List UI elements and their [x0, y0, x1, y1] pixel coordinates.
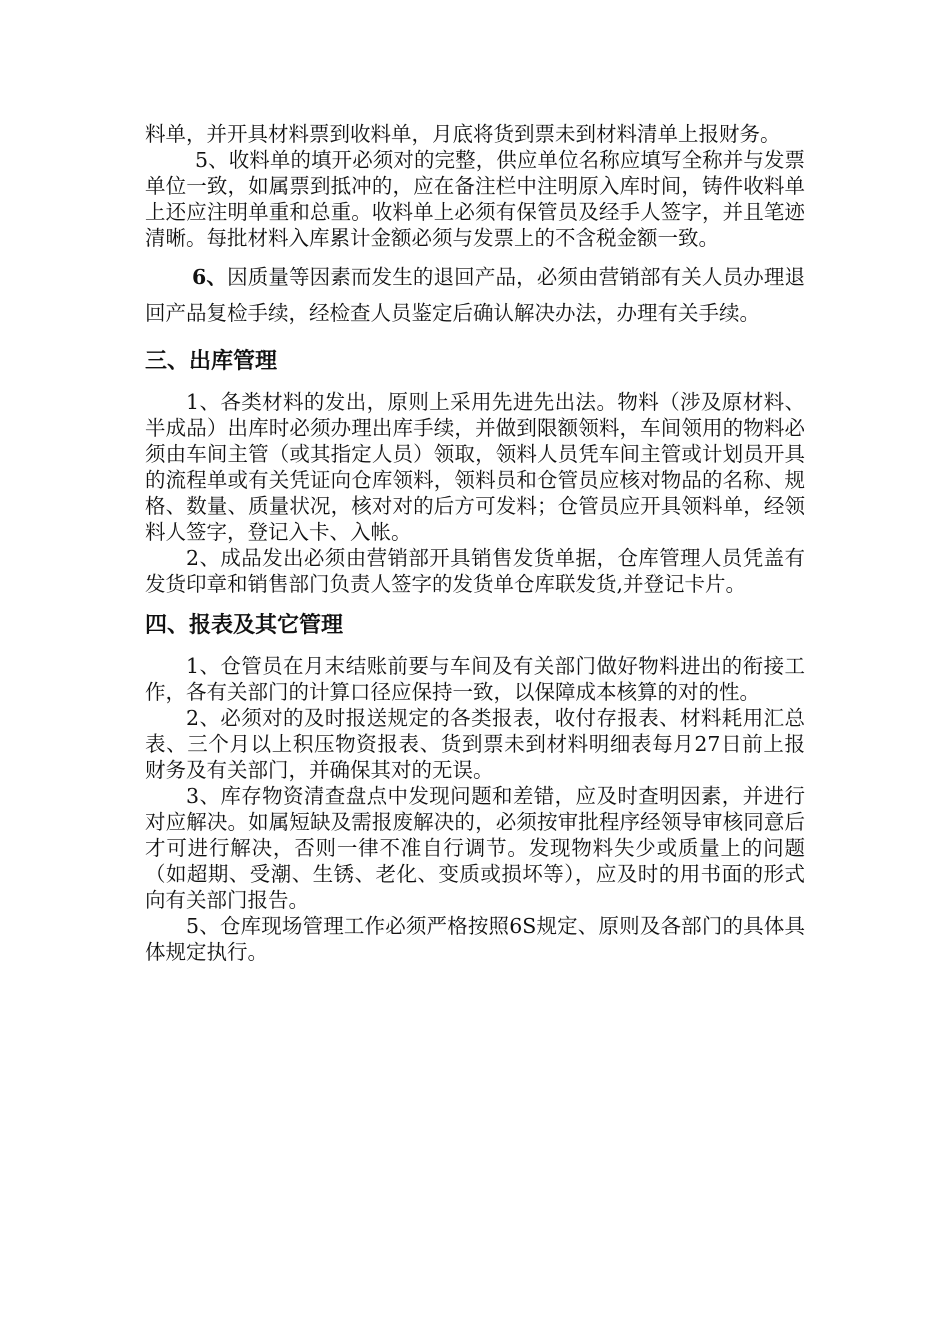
section-3-paragraph-2: 2、成品发出必须由营销部开具销售发货单据，仓库管理人员凭盖有发货印章和销售部门负责人签字的发货单仓库联发货,并登记卡片。	[145, 546, 805, 596]
intro-paragraph: 料单，并开具材料票到收料单，月底将货到票未到材料清单上报财务。	[145, 122, 781, 146]
section-3-heading: 三、出库管理	[145, 349, 278, 374]
item-6-paragraph	[145, 259, 805, 331]
section-4-paragraph-2: 2、必须对的及时报送规定的各类报表，收付存报表、材料耗用汇总表、三个月以上积压物资报表、货到票未到材料明细表每月27日前上报财务及有关部门，并确保其对的无误。	[145, 706, 805, 782]
item-6-number: 6、	[192, 265, 228, 289]
section-4-paragraph-4: 5、仓库现场管理工作必须严格按照6S规定、原则及各部门的具体具体规定执行。	[145, 914, 805, 964]
section-3-paragraph-1: 1、各类材料的发出，原则上采用先进先出法。物料（涉及原材料、半成品）出库时必须办理出库手续，并做到限额领料，车间领用的物料必须由车间主管（或其指定人员）领取，领料人员凭车间主管或计划员开具的流程单或有关凭证向仓库领料，领料员和仓管员应核对物品的名称、规格、数量、质量状况，核对对的后方可发料；仓管员应开具领料单，经领料人签字，登记入卡、入帐。	[145, 390, 805, 544]
item-5-paragraph: 5、收料单的填开必须对的完整，供应单位名称应填写全称并与发票单位一致，如属票到抵冲的，应在备注栏中注明原入库时间，铸件收料单上还应注明单重和总重。收料单上必须有保管员及经手人签字，并且笔迹清晰。每批材料入库累计金额必须与发票上的不含税金额一致。	[145, 148, 805, 250]
document-page	[145, 121, 805, 965]
item-6-text: 因质量等因素而发生的退回产品，必须由营销部有关人员办理退回产品复检手续，经检查人员鉴定后确认解决办法，办理有关手续。	[145, 265, 806, 325]
section-4-paragraph-3: 3、库存物资清查盘点中发现问题和差错，应及时查明因素，并进行对应解决。如属短缺及需报废解决的，必须按审批程序经领导审核同意后才可进行解决，否则一律不准自行调节。发现物料失少或质量上的问题（如超期、受潮、生锈、老化、变质或损坏等），应及时的用书面的形式向有关部门报告。	[145, 784, 805, 912]
section-4-heading: 四、报表及其它管理	[145, 613, 344, 638]
section-4-paragraph-1: 1、仓管员在月末结账前要与车间及有关部门做好物料进出的衔接工作，各有关部门的计算口径应保持一致，以保障成本核算的对的性。	[145, 654, 805, 704]
